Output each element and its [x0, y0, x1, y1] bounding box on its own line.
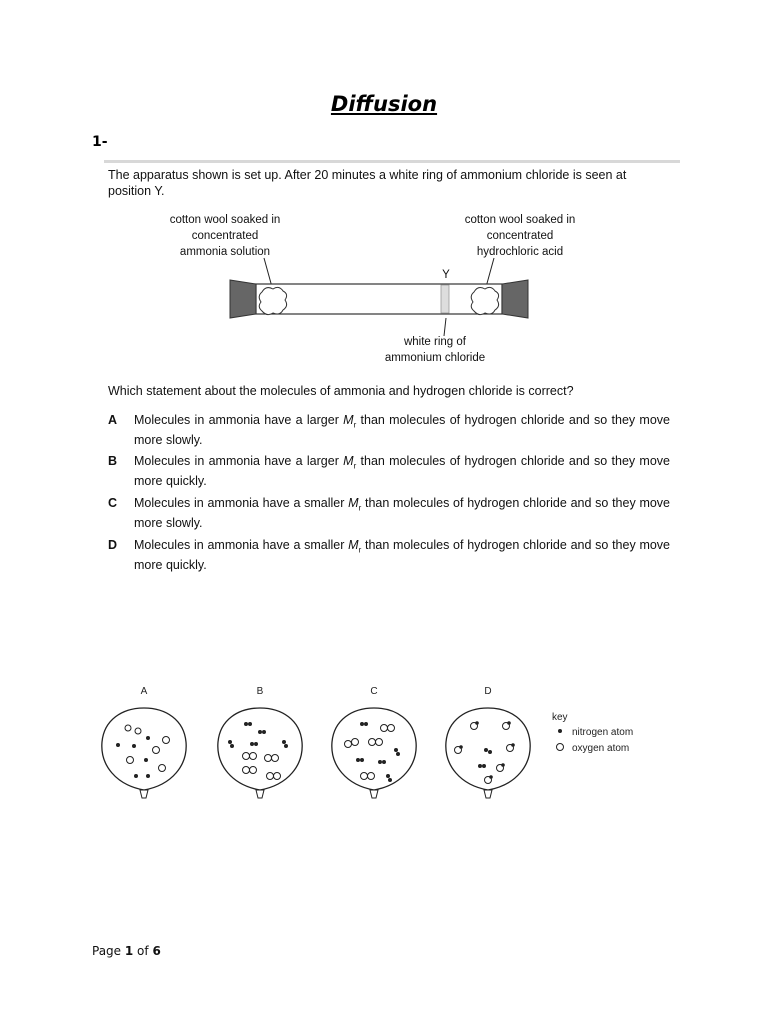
key-nitrogen-symbol [558, 729, 562, 733]
left-label: cotton wool soaked in concentrated ammonia solution [169, 214, 281, 258]
balloons-figure [96, 680, 676, 820]
right-label: cotton wool soaked in concentrated hydrochloric acid [464, 214, 576, 258]
ring-label: white ring of ammonium chloride [384, 336, 486, 364]
white-ring [441, 285, 449, 313]
key-oxygen-label: oxygen atom [572, 743, 630, 754]
question-text: Which statement about the molecules of ammonia and hydrogen chloride is correct? [108, 384, 574, 398]
question-intro: The apparatus shown is set up. After 20 minutes a white ring of ammonium chloride is seen at position Y. [108, 168, 627, 198]
balloon-label-b: B [256, 686, 264, 697]
scan-edge [104, 160, 680, 163]
key-nitrogen-label: nitrogen atom [572, 727, 634, 738]
right-pointer [486, 258, 494, 287]
ring-pointer [444, 318, 446, 336]
balloon-label-c: C [370, 686, 378, 697]
balloon-label-d: D [484, 686, 492, 697]
left-pointer [264, 258, 272, 287]
page-title: Diffusion [330, 92, 438, 116]
position-y-label: Y [442, 269, 450, 281]
page-footer: Page 1 of 6 [92, 944, 161, 958]
balloon-label-a: A [140, 686, 148, 697]
question-number: 1- [92, 134, 108, 150]
left-cotton-wool [259, 287, 286, 314]
balloon-a [102, 708, 186, 798]
balloon-b [218, 708, 302, 798]
key-title: key [552, 712, 568, 723]
key-oxygen-symbol [557, 744, 564, 751]
apparatus-diagram [104, 200, 680, 340]
right-bung [502, 280, 528, 318]
balloon-d [446, 708, 530, 798]
right-cotton-wool [471, 287, 498, 314]
left-bung [230, 280, 256, 318]
balloon-c [332, 708, 416, 798]
glass-tube [256, 284, 502, 314]
